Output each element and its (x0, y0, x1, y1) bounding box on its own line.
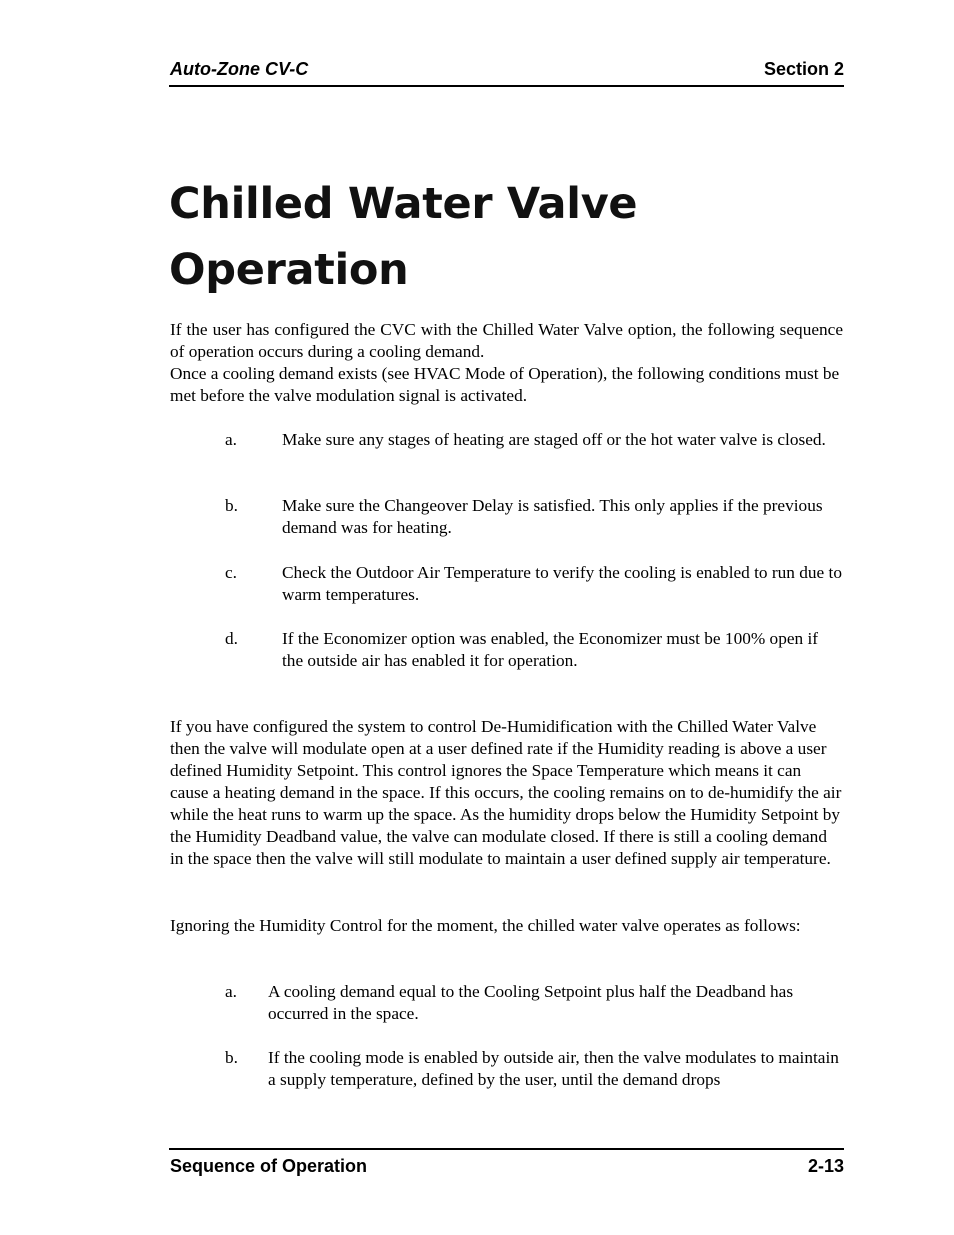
operation-intro-paragraph: Ignoring the Humidity Control for the moment, the chilled water valve operates as follows: (170, 916, 801, 935)
list-marker: a. (225, 982, 237, 1001)
page-title-line-1: Chilled Water Valve (169, 179, 638, 229)
list-marker: b. (225, 496, 238, 515)
header-document-title: Auto-Zone CV-C (170, 59, 309, 79)
list-marker: a. (225, 430, 237, 449)
intro-paragraph-2: Once a cooling demand exists (see HVAC Mode of Operation), the following conditions must be met before the valve modulation signal is activated. (170, 364, 840, 405)
header-section-label: Section 2 (763, 59, 844, 79)
page-header (169, 58, 844, 87)
list-item-text: If the Economizer option was enabled, the Economizer must be 100% open if the outside air has enabled it for operation. (282, 629, 819, 670)
dehumidification-paragraph: If you have configured the system to control De-Humidification with the Chilled Water Valve then the valve will modulate open at a user defined rate if the Humidity reading is above a user defined Humidity Setpoint. This control ignores the Space Temperature which means it can cause a heating demand in the space. If this occurs, the cooling remains on to de-humidify the air while the heat runs to warm up the space. As the humidity drops below the Humidity Setpoint by the Humidity Deadband value, the valve can modulate closed. If there is still a cooling demand in the space then the valve will still modulate to maintain a user defined supply air temperature. (170, 717, 842, 868)
page-footer (169, 1148, 844, 1176)
footer-chapter-title: Sequence of Operation (170, 1156, 368, 1176)
list-marker: b. (225, 1048, 238, 1067)
page-number: 2-13 (807, 1156, 844, 1176)
list-item-text: Make sure any stages of heating are staged off or the hot water valve is closed. (282, 430, 826, 449)
list-item-text: Make sure the Changeover Delay is satisfied. This only applies if the previous demand was for heating. (282, 496, 823, 537)
page-title-line-2: Operation (169, 245, 409, 295)
list-item-text: Check the Outdoor Air Temperature to verify the cooling is enabled to run due to warm temperatures. (282, 563, 842, 604)
page-title (169, 171, 849, 303)
list-item-text: A cooling demand equal to the Cooling Setpoint plus half the Deadband has occurred in the space. (268, 982, 794, 1023)
list-marker: d. (225, 629, 238, 648)
list-item-text: If the cooling mode is enabled by outside air, then the valve modulates to maintain a supply temperature, defined by the user, until the demand drops (268, 1048, 839, 1089)
list-marker: c. (225, 563, 237, 582)
intro-paragraph-1: If the user has configured the CVC with the Chilled Water Valve option, the following sequence of operation occurs during a cooling demand. (170, 320, 843, 361)
